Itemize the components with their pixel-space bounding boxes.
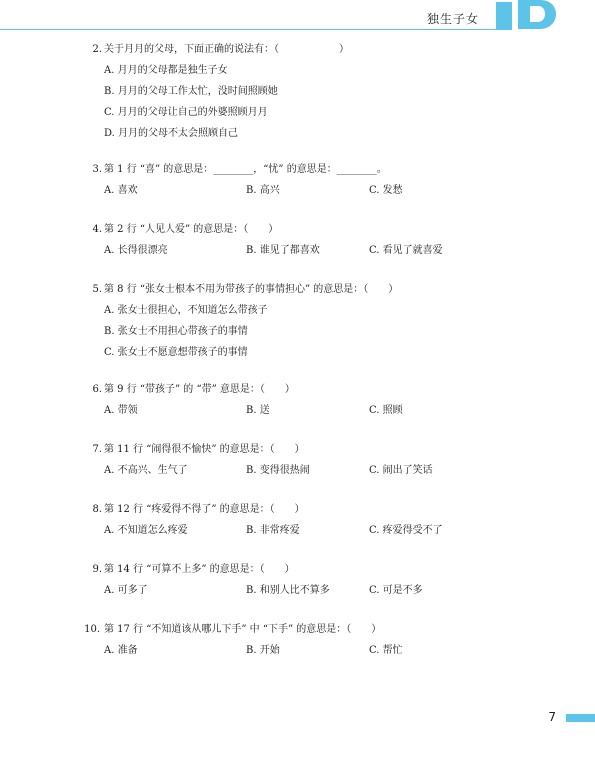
question-text: 第 11 行 “闹得很不愉快” 的意思是：（ ） bbox=[104, 444, 305, 455]
answer-option: A. 准备 bbox=[104, 645, 138, 656]
answer-option: B. 开始 bbox=[246, 645, 280, 656]
question-text: 第 17 行 “不知道该从哪儿下手” 中 “下手” 的意思是：（ ） bbox=[104, 624, 382, 635]
answer-option: B. 送 bbox=[246, 405, 270, 416]
unit-logo-icon bbox=[500, 0, 560, 30]
chapter-title: 独生子女 bbox=[426, 12, 479, 26]
answer-option: C. 发愁 bbox=[369, 185, 403, 196]
answer-option: A. 喜欢 bbox=[104, 185, 138, 196]
question-text: 第 1 行 “喜” 的意思是：________，“忧” 的意思是：________。 bbox=[104, 164, 387, 175]
answer-option: C. 照顾 bbox=[369, 405, 403, 416]
answer-option: A. 可多了 bbox=[104, 585, 148, 596]
question-text: 第 2 行 “人见人爱” 的意思是：（ ） bbox=[104, 224, 279, 235]
page-number: 7 bbox=[548, 710, 556, 724]
question-text: 关于月月的父母，下面正确的说法有：（ ） bbox=[104, 44, 349, 55]
footer-bar bbox=[566, 714, 595, 722]
answer-option: C. 可是不多 bbox=[369, 585, 423, 596]
answer-option: A. 不高兴、生气了 bbox=[104, 465, 188, 476]
answer-option: A. 月月的父母都是独生子女 bbox=[104, 65, 228, 76]
question-number: 5. bbox=[92, 284, 102, 295]
answer-option: D. 月月的父母不太会照顾自己 bbox=[104, 128, 239, 139]
question-text: 第 14 行 “可算不上多” 的意思是：（ ） bbox=[104, 564, 295, 575]
question-number: 4. bbox=[92, 224, 102, 235]
question-number: 2. bbox=[92, 44, 102, 55]
header-rule bbox=[0, 29, 512, 30]
question-number: 7. bbox=[92, 444, 102, 455]
answer-option: C. 看见了就喜爱 bbox=[369, 245, 443, 256]
question-text: 第 12 行 “疼爱得不得了” 的意思是：（ ） bbox=[104, 504, 305, 515]
answer-option: B. 高兴 bbox=[246, 185, 280, 196]
question-number: 6. bbox=[92, 384, 102, 395]
question-number: 3. bbox=[92, 164, 102, 175]
answer-option: A. 不知道怎么疼爱 bbox=[104, 525, 188, 536]
question-number: 8. bbox=[92, 504, 102, 515]
answer-option: C. 疼爱得受不了 bbox=[369, 525, 443, 536]
answer-option: C. 月月的父母让自己的外婆照顾月月 bbox=[104, 107, 268, 118]
answer-option: A. 张女士很担心，不知道怎么带孩子 bbox=[104, 305, 268, 316]
answer-option: A. 带领 bbox=[104, 405, 138, 416]
answer-option: B. 变得很热闹 bbox=[246, 465, 310, 476]
question-text: 第 8 行 “张女士根本不用为带孩子的事情担心” 的意思是：（ ） bbox=[104, 284, 399, 295]
answer-option: B. 张女士不用担心带孩子的事情 bbox=[104, 326, 248, 337]
answer-option: C. 闹出了笑话 bbox=[369, 465, 433, 476]
question-text: 第 9 行 “带孩子” 的 “带” 意思是：（ ） bbox=[104, 384, 295, 395]
answer-option: A. 长得很漂亮 bbox=[104, 245, 168, 256]
answer-option: B. 谁见了都喜欢 bbox=[246, 245, 320, 256]
answer-option: B. 月月的父母工作太忙，没时间照顾她 bbox=[104, 86, 278, 97]
question-number: 9. bbox=[92, 564, 102, 575]
answer-option: B. 和别人比不算多 bbox=[246, 585, 330, 596]
answer-option: C. 帮忙 bbox=[369, 645, 403, 656]
question-number: 10. bbox=[84, 624, 100, 635]
answer-option: C. 张女士不愿意想带孩子的事情 bbox=[104, 347, 248, 358]
answer-option: B. 非常疼爱 bbox=[246, 525, 300, 536]
